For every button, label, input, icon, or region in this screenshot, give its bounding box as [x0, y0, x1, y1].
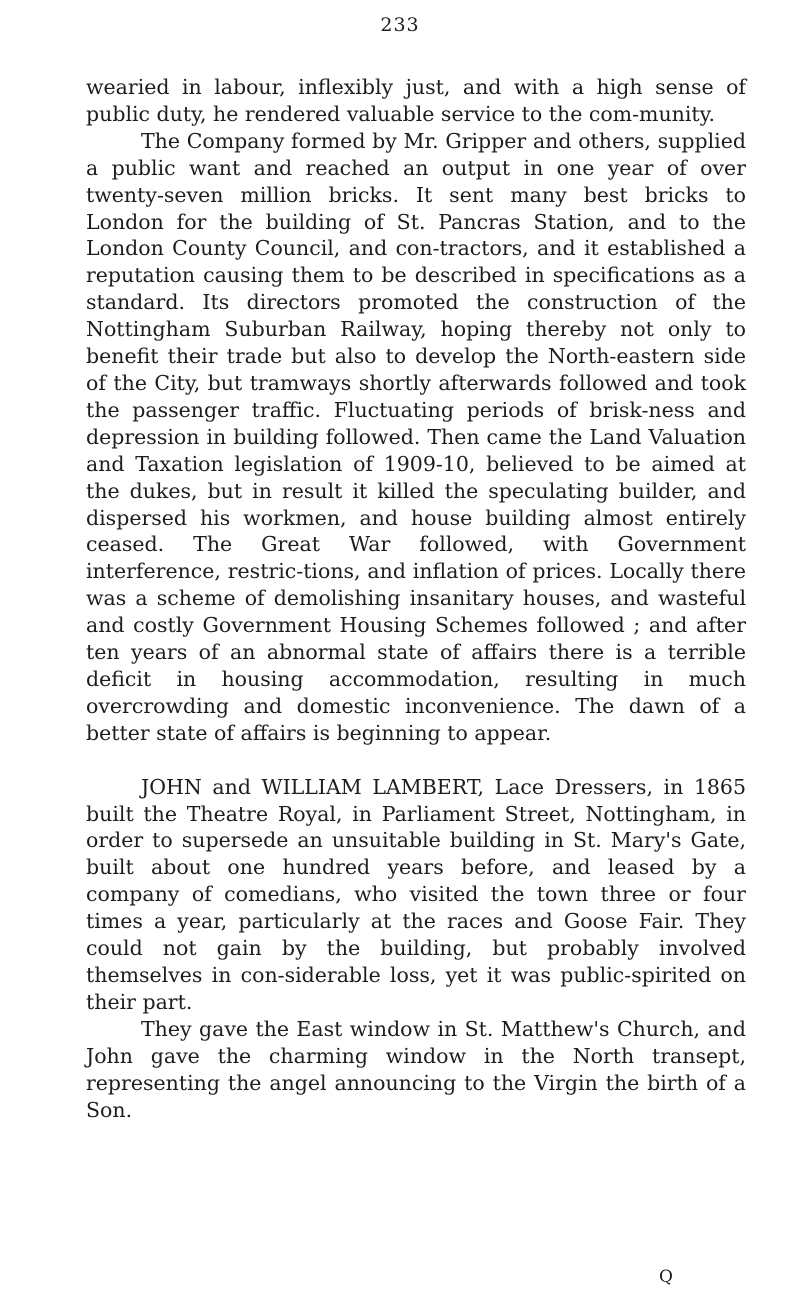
paragraph-lambert-theatre: JOHN and WILLIAM LAMBERT, Lace Dressers, in 1865 built the Theatre Royal, in Parliament Street, Nottingham, in order to supersede an unsuitable building in St. Mary's Gate, built about one hundred years before, and leased by a company of comedians, who visited the town three or four times a year, particularly at the races and Goose Fair. They could not gain by the building, but probably involved themselves in con-siderable loss, yet it was public-spirited on their part. [86, 774, 746, 1014]
paragraph-brick-company: The Company formed by Mr. Gripper and others, supplied a public want and reached an output in one year of over twenty-seven million bricks. It sent many best bricks to London for the building of St. Pancras Station, and to the London County Council, and con-tractors, and it established a reputation causing them to be described in specifications as a standard. Its directors promoted the construction of the Nottingham Suburban Railway, hoping thereby not only to benefit their trade but also to develop the North-eastern side of the City, but tramways shortly afterwards followed and took the passenger traffic. Fluctuating periods of brisk-ness and depression in building followed. Then came the Land Valuation and Taxation legislation of 1909-10, believed to be aimed at the dukes, but in result it killed the speculating builder, and dispersed his workmen, and house building almost entirely ceased. The Great War followed, with Government interference, restric-tions, and inflation of prices. Locally there was a scheme of demolishing insanitary houses, and wasteful and costly Government Housing Schemes followed ; and after ten years of an abnormal state of affairs there is a terrible deficit in housing accommodation, resulting in much overcrowding and domestic inconvenience. The dawn of a better state of affairs is beginning to appear. [86, 128, 746, 745]
signature-mark: Q [659, 1267, 673, 1287]
paragraph-continuation: wearied in labour, inflexibly just, and with a high sense of public duty, he rendered valuable service to the com-munity. [86, 75, 746, 126]
paragraph-church-windows: They gave the East window in St. Matthew's Church, and John gave the charming window in the North transept, representing the angel announcing to the Virgin the birth of a Son. [86, 1016, 746, 1122]
body-text [86, 74, 746, 1123]
page-number: 233 [380, 14, 420, 36]
